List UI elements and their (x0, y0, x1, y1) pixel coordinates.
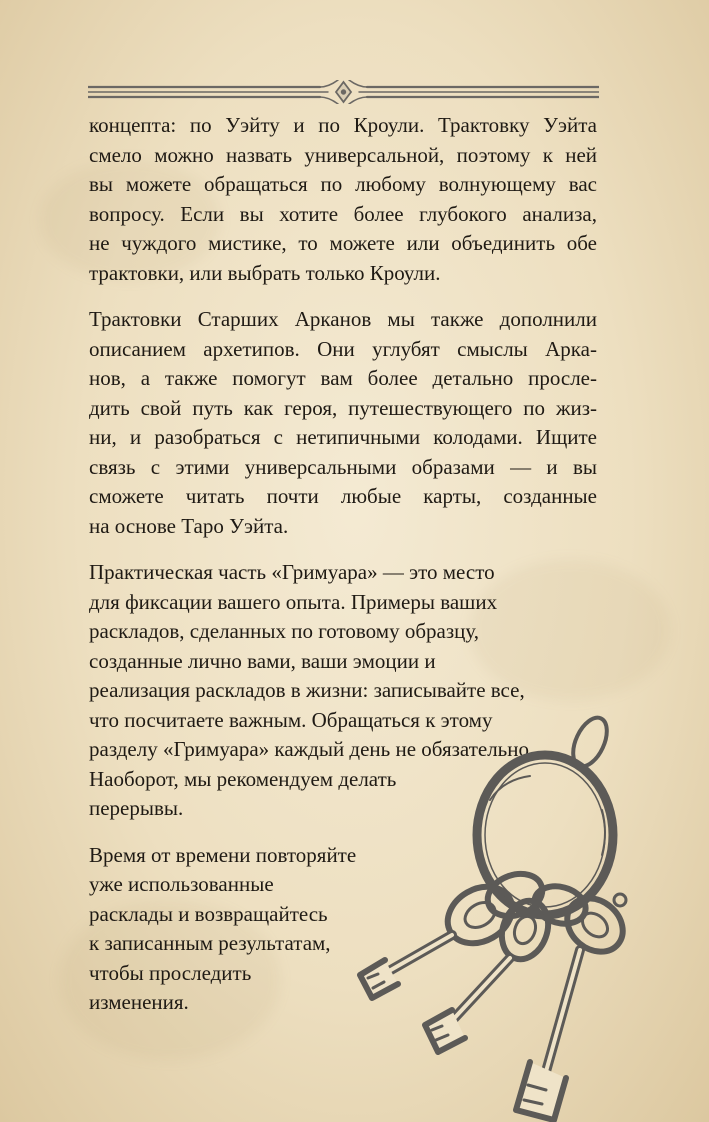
paragraph-2 (89, 305, 597, 541)
text-line: Наоборот, мы рекомендуем делать (89, 766, 397, 791)
text-line: чтобы проследить (89, 960, 252, 985)
text-line: нов, а также помогут вам более детально просле- (89, 366, 597, 390)
text-line: изменения. (89, 990, 189, 1014)
text-line: Практическая часть «Гримуара» — это место (89, 560, 495, 584)
text-line: созданные лично вами, ваши эмоции и (89, 648, 436, 673)
text-line: концепта: по Уэйту и по Кроули. Трактовку Уэйта (89, 113, 597, 137)
ornament-divider (88, 80, 599, 104)
text-line: перерывы. (89, 796, 184, 820)
text-line: связь с этими универсальными образами — и вы (89, 454, 597, 479)
text-line: на основе Таро Уэйта. (89, 513, 289, 538)
text-line: сможете читать почти любые карты, созданные (89, 484, 597, 508)
text-line: дить свой путь как героя, путешествующего по жиз- (89, 395, 597, 420)
text-line: Трактовки Старших Арканов мы также дополнили (89, 307, 597, 331)
text-line: не чуждого мистике, то можете или объединить обе (89, 231, 597, 255)
text-line: описанием архетипов. Они углубят смыслы Арка- (89, 336, 597, 361)
text-line: расклады и возвращайтесь (89, 901, 328, 926)
text-line: Время от времени повторяйте (89, 842, 357, 867)
keys-illustration (340, 690, 709, 1122)
text-line: вы можете обращаться по любому волнующему вас (89, 172, 597, 196)
text-line: что посчитаете важным. Обращаться к этому (89, 707, 493, 732)
text-line: ни, и разобраться с нетипичными колодами. Ищите (89, 425, 597, 449)
text-line: вопросу. Если вы хотите более глубокого анализа, (89, 201, 597, 226)
text-line: к записанным результатам, (89, 931, 331, 955)
text-line: смело можно назвать универсальной, поэтому к ней (89, 142, 597, 167)
text-line: уже использованные (89, 872, 274, 896)
text-line: раскладов, сделанных по готовому образцу, (89, 619, 480, 643)
text-line: разделу «Гримуара» каждый день не обязательно. (89, 737, 535, 761)
paragraph-1 (89, 111, 597, 288)
text-line: трактовки, или выбрать только Кроули. (89, 260, 441, 285)
text-line: для фиксации вашего опыта. Примеры ваших (89, 589, 498, 614)
text-line: реализация раскладов в жизни: записывайте все, (89, 678, 525, 702)
